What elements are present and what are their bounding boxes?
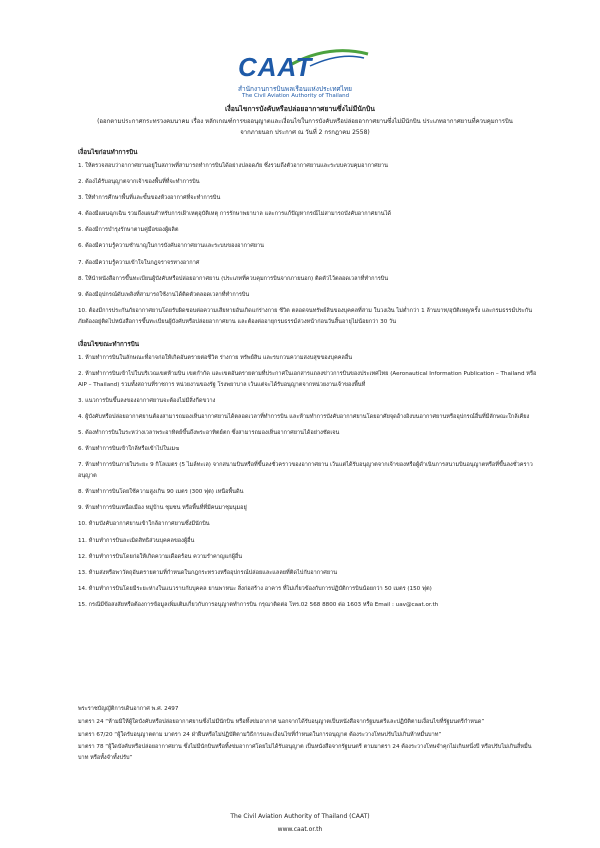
list-item: 7. ห้ามทำการบินภายในระยะ 9 กิโลเมตร (5 ไมล์ทะเล) จากสนามบินหรือที่ขึ้นลงชั่วคราวของอากาศยาน เว้นแต่ได้รับอนุญาตจากเจ้าของหรือผู้ดำเนินการสนามบินอนุญาตหรือที่ขึ้นลงชั่วคราวอนุญาต (78, 462, 533, 480)
list-item: 11. ห้ามทำการบินละเมิดสิทธิส่วนบุคคลของผู้อื่น (78, 537, 195, 544)
list-item: 1. ให้ตรวจสอบว่าอากาศยานอยู่ในสภาพที่สามารถทำการบินได้อย่างปลอดภัย ซึ่งรวมถึงตัวอากาศยานและระบบควบคุมอากาศยาน (78, 163, 388, 169)
section-78: มาตรา 78 “ผู้ใดบังคับหรือปล่อยอากาศยาน ซึ่งไม่มีนักบินหรือทิ้งข่มอากาศโดยไม่ได้รับอนุญาต เป็นหนังสือจากรัฐมนตรี ตามมาตรา 24 ต้องระวางโทษจำคุกไม่เกินหนึ่งปี หรือปรับไม่เกินสี่หมื่นบาท หรือทั้งจำทั้งปรับ” (78, 744, 532, 762)
list-item: 5. ต้องทำการบินในระหว่างเวลาพระอาทิตย์ขึ้นถึงพระอาทิตย์ตก ซึ่งสามารถมองเห็นอากาศยานได้อย่างชัดเจน (78, 430, 340, 437)
list-item: 10. ห้ามบังคับอากาศยานเข้าใกล้อากาศยานซึ่งมีนักบิน (78, 521, 210, 528)
list-item: 14. ห้ามทำการบินโดยมีระยะห่างในแนวราบกับบุคคล ยานพาหนะ สิ่งก่อสร้าง อาคาร ที่ไม่เกี่ยวข้องกับการปฏิบัติการบินน้อยกว่า 50 เมตร (150 ฟุต) (78, 585, 432, 592)
act-title: พระราชบัญญัติการเดินอากาศ พ.ศ. 2497 (78, 706, 179, 712)
footer-url[interactable]: www.caat.or.th (277, 826, 323, 833)
list-item: 1. ห้ามทำการบินในลักษณะที่อาจก่อให้เกิดอันตรายต่อชีวิต ร่างกาย ทรัพย์สิน และรบกวนความสงบสุขของบุคคลอื่น (78, 355, 353, 361)
list-item: 3. แนวการบินขึ้นลงของอากาศยานจะต้องไม่มีสิ่งกีดขวาง (78, 397, 216, 404)
logo-wordmark: CAAT (238, 52, 313, 82)
logo-thai-name: สำนักงานการบินพลเรือนแห่งประเทศไทย (238, 85, 352, 93)
list-item: 2. ห้ามทำการบินเข้าไปในบริเวณเขตห้ามบิน เขตกำกัด และเขตอันตรายตามที่ประกาศในเอกสารแถลงข่าวการบินของประเทศไทย (Aeronautical Information Publication – Thailand หรือ AIP – Thailand) รวมทั้งสถานที่ราชการ หน่วยงานของรัฐ โรงพยาบาล เว้นแต่จะได้รับอนุญาตจากหน่วยงานเจ้าของพื้นที่ (78, 371, 537, 388)
document-subtitle: (ออกตามประกาศกระทรวงคมนาคม เรื่อง หลักเกณฑ์การขออนุญาตและเงื่อนไขในการบังคับหรือปล่อยอากาศยานซึ่งไม่มีนักบิน ประเภทอากาศยานที่ควบคุมการบินจากภายนอก ประกาศ ณ วันที่ 2 กรกฎาคม 2558) (97, 118, 513, 136)
list-item: 9. ห้ามทำการบินเหนือเมือง หมู่บ้าน ชุมชน หรือพื้นที่ที่มีคนมาชุมนุมอยู่ (78, 505, 247, 512)
list-item: 3. ให้ทำการศึกษาพื้นที่และขั้นของห้วงอากาศที่จะทำการบิน (78, 195, 221, 202)
list-item: 4. ต้องมีแผนฉุกเฉิน รวมถึงแผนสำหรับการเฝ้าเหตุอุบัติเหตุ การรักษาพยาบาล และการแก้ปัญหากรณีไม่สามารถบังคับอากาศยานได้ (78, 211, 392, 218)
list-item: 2. ต้องได้รับอนุญาตจากเจ้าของพื้นที่ที่จะทำการบิน (78, 179, 200, 186)
list-item: 13. ห้ามส่งหรือพาวัตถุอันตรายตามที่กำหนดในกฎกระทรวงหรืออุปกรณ์ปล่อยและแลลยที่ติดไปกับอากาศยาน (78, 569, 338, 576)
list-item: 8. ห้ามทำการบินโดยใช้ความสูงเกิน 90 เมตร (300 ฟุต) เหนือพื้นดิน (78, 489, 244, 496)
logo-english-name: The Civil Aviation Authority of Thailand (242, 93, 350, 99)
list-item: 9. ต้องมีอุปกรณ์ดับเพลิงที่สามารถใช้งานได้ติดตัวตลอดเวลาที่ทำการบิน (78, 291, 250, 298)
legal-references (78, 704, 540, 766)
list-item: 5. ต้องมีการบำรุงรักษาตามคู่มือของผู้ผลิต (78, 227, 179, 234)
during-flight-heading: เงื่อนไขขณะทำการบิน (78, 341, 140, 348)
list-item: 12. ห้ามทำการบินโดยก่อให้เกิดความเดือดร้อน ความรำคาญแก่ผู้อื่น (78, 553, 243, 560)
before-flight-list (78, 161, 538, 333)
list-item: 4. ผู้บังคับหรือปล่อยอากาศยานต้องสามารถมองเห็นอากาศยานได้ตลอดเวลาที่ทำการบิน และห้ามทำการบังคับอากาศยานโดยอาศัยจุดอ้างอิงบนอากาศยานหรืออุปกรณ์อื่นที่มีลักษณะใกล้เคียง (78, 414, 530, 421)
before-flight-heading: เงื่อนไขก่อนทำการบิน (78, 149, 138, 156)
section-24: มาตรา 24 “ห้ามมิให้ผู้ใดบังคับหรือปล่อยอากาศยานซึ่งไม่มีนักบิน หรือทิ้งข่มอากาศ นอกจากได้รับอนุญาตเป็นหนังสือจากรัฐมนตรีและปฏิบัติตามเงื่อนไขที่รัฐมนตรีกำหนด” (78, 718, 485, 725)
caat-logo (232, 52, 382, 98)
list-item: 7. ต้องมีความรู้ความเข้าใจในกฎจราจรทางอากาศ (78, 259, 200, 266)
during-flight-list (78, 353, 538, 616)
section-67-20: มาตรา 67/20 “ผู้ใดรับอนุญาตตาม มาตรา 24 ฝ่าฝืนหรือไม่ปฏิบัติตามวิธีการและเงื่อนไขที่กำหนดในการอนุญาต ต้องระวางโทษปรับไม่เกินห้าหมื่นบาท” (78, 731, 442, 738)
footer-org: The Civil Aviation Authority of Thailand (CAAT) (230, 813, 370, 820)
list-item: 6. ห้ามทำการบินเข้าใกล้หรือเข้าไปในเมฆ (78, 446, 180, 453)
list-item: 10. ต้องมีการประกันภัยอากาศยานโดยรับผิดชอบต่อความเสียหายอันเกิดแก่ร่างกาย ชีวิต ตลอดจนทรัพย์สินของบุคคลที่สาม ในวงเงิน ไม่ต่ำกว่า 1 ล้านบาท/อุบัติเหตุ/ครั้ง และกรมธรรม์ประกันภัยต้องอยู่ติดไปหนังสือการขึ้นทะเบียนผู้บังคับหรือปล่อยอากาศยาน และต้องต่ออายุกรมธรรม์ล่วงหน้าก่อนวันสิ้นอายุไม่น้อยกว่า 30 วัน (78, 307, 533, 325)
list-item: 15. กรณีมีข้อสงสัยหรือต้องการข้อมูลเพิ่มเติมเกี่ยวกับการอนุญาตทำการบิน กรุณาติดต่อ โทร.02 568 8800 ต่อ 1603 หรือ Email : uav@caat.or.th (78, 601, 439, 608)
list-item: 8. ให้นำหนังสือการขึ้นทะเบียนผู้บังคับหรือปล่อยอากาศยาน (ประเภทที่ควบคุมการบินจากภายนอก) ติดตัวไว้ตลอดเวลาที่ทำการบิน (78, 275, 389, 282)
list-item: 6. ต้องมีความรู้ความชำนาญในการบังคับอากาศยานและระบบของอากาศยาน (78, 243, 264, 250)
document-title: เงื่อนไขการบังคับหรือปล่อยอากาศยานซึ่งไม่มีนักบิน (225, 105, 375, 113)
